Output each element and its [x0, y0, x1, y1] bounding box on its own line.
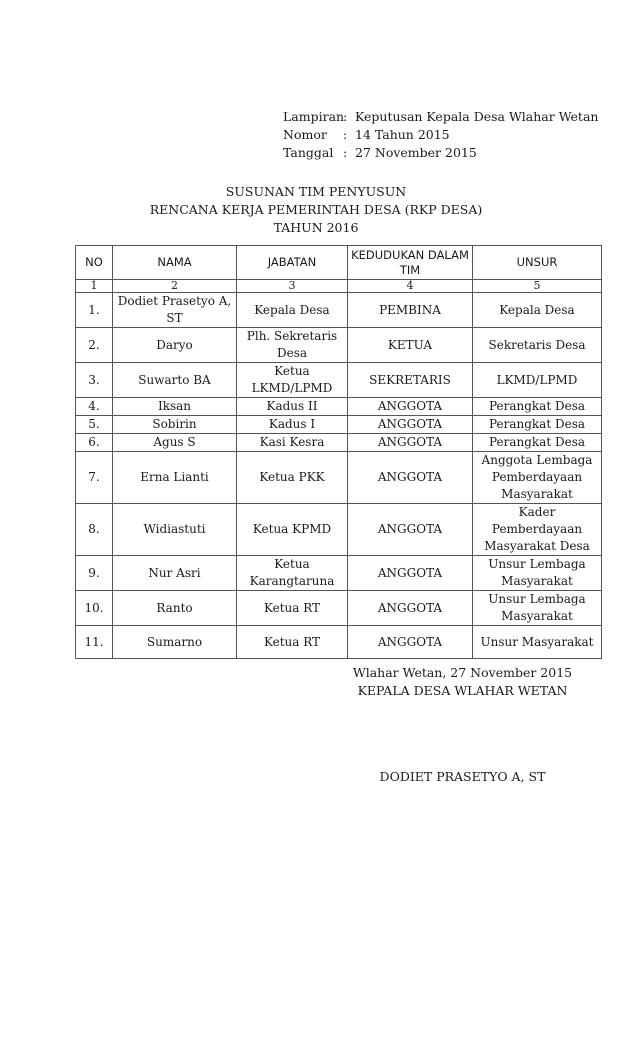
- cell-unsur: Unsur Masyarakat: [473, 626, 602, 659]
- cell-unsur: Sekretaris Desa: [473, 328, 602, 363]
- table-row: [76, 452, 602, 504]
- signature-position: KEPALA DESA WLAHAR WETAN: [357, 683, 568, 698]
- team-table: [75, 245, 602, 659]
- cell-nama: Dodiet Prasetyo A, ST: [113, 293, 237, 328]
- table-header-row: [76, 246, 602, 280]
- lampiran-row: [283, 108, 598, 126]
- cell-jabatan: Kepala Desa: [237, 293, 348, 328]
- table-row: [76, 504, 602, 556]
- tanggal-row: [283, 144, 598, 162]
- cell-no: 10.: [76, 591, 113, 626]
- cell-unsur: LKMD/LPMD: [473, 363, 602, 398]
- lampiran-label: Lampiran: [283, 109, 345, 124]
- tanggal-label: Tanggal: [283, 145, 334, 160]
- colnum-1: 1: [76, 280, 113, 293]
- table-row: [76, 416, 602, 434]
- header-kedudukan: KEDUDUKAN DALAM TIM: [348, 246, 473, 280]
- header-no: NO: [76, 246, 113, 280]
- cell-nama: Erna Lianti: [113, 452, 237, 504]
- cell-jabatan: Ketua PKK: [237, 452, 348, 504]
- cell-jabatan: Kadus II: [237, 398, 348, 416]
- cell-nama: Daryo: [113, 328, 237, 363]
- table-row: [76, 591, 602, 626]
- tanggal-value: 27 November 2015: [355, 145, 477, 160]
- cell-kedudukan: ANGGOTA: [348, 626, 473, 659]
- document-title: [0, 183, 638, 237]
- cell-nama: Sobirin: [113, 416, 237, 434]
- cell-jabatan: Kadus I: [237, 416, 348, 434]
- table-row: [76, 293, 602, 328]
- cell-jabatan: Ketua RT: [237, 591, 348, 626]
- lampiran-separator: :: [343, 109, 348, 124]
- cell-no: 11.: [76, 626, 113, 659]
- colnum-4: 4: [348, 280, 473, 293]
- cell-no: 7.: [76, 452, 113, 504]
- signature-name: DODIET PRASETYO A, ST: [379, 769, 546, 784]
- title-line-2: RENCANA KERJA PEMERINTAH DESA (RKP DESA): [149, 202, 483, 217]
- nomor-label: Nomor: [283, 127, 327, 142]
- cell-no: 8.: [76, 504, 113, 556]
- cell-nama: Suwarto BA: [113, 363, 237, 398]
- cell-no: 6.: [76, 434, 113, 452]
- cell-jabatan: Ketua LKMD/LPMD: [237, 363, 348, 398]
- cell-kedudukan: KETUA: [348, 328, 473, 363]
- header-jabatan: JABATAN: [237, 246, 348, 280]
- cell-kedudukan: ANGGOTA: [348, 416, 473, 434]
- cell-kedudukan: ANGGOTA: [348, 452, 473, 504]
- tanggal-separator: :: [343, 145, 348, 160]
- cell-kedudukan: ANGGOTA: [348, 398, 473, 416]
- nomor-separator: :: [343, 127, 348, 142]
- cell-jabatan: Kasi Kesra: [237, 434, 348, 452]
- cell-unsur: Perangkat Desa: [473, 416, 602, 434]
- column-number-row: [76, 280, 602, 293]
- cell-nama: Agus S: [113, 434, 237, 452]
- cell-kedudukan: ANGGOTA: [348, 434, 473, 452]
- cell-jabatan: Plh. Sekretaris Desa: [237, 328, 348, 363]
- cell-no: 1.: [76, 293, 113, 328]
- cell-kedudukan: SEKRETARIS: [348, 363, 473, 398]
- cell-kedudukan: ANGGOTA: [348, 591, 473, 626]
- title-line-3: TAHUN 2016: [273, 220, 359, 235]
- cell-jabatan: Ketua Karangtaruna: [237, 556, 348, 591]
- cell-kedudukan: ANGGOTA: [348, 504, 473, 556]
- cell-no: 3.: [76, 363, 113, 398]
- cell-jabatan: Ketua KPMD: [237, 504, 348, 556]
- cell-nama: Iksan: [113, 398, 237, 416]
- colnum-5: 5: [473, 280, 602, 293]
- nomor-value: 14 Tahun 2015: [355, 127, 450, 142]
- cell-unsur: Kader Pemberdayaan Masyarakat Desa: [473, 504, 602, 556]
- cell-nama: Nur Asri: [113, 556, 237, 591]
- cell-no: 9.: [76, 556, 113, 591]
- cell-unsur: Unsur Lembaga Masyarakat: [473, 591, 602, 626]
- table-row: [76, 363, 602, 398]
- cell-jabatan: Ketua RT: [237, 626, 348, 659]
- table-row: [76, 434, 602, 452]
- cell-unsur: Perangkat Desa: [473, 398, 602, 416]
- lampiran-value: Keputusan Kepala Desa Wlahar Wetan: [355, 109, 599, 124]
- colnum-3: 3: [237, 280, 348, 293]
- table-row: [76, 398, 602, 416]
- table-row: [76, 328, 602, 363]
- cell-unsur: Anggota Lembaga Pemberdayaan Masyarakat: [473, 452, 602, 504]
- title-line-1: SUSUNAN TIM PENYUSUN: [225, 184, 407, 199]
- cell-kedudukan: ANGGOTA: [348, 556, 473, 591]
- cell-nama: Widiastuti: [113, 504, 237, 556]
- colnum-2: 2: [113, 280, 237, 293]
- cell-unsur: Unsur Lembaga Masyarakat: [473, 556, 602, 591]
- cell-no: 4.: [76, 398, 113, 416]
- cell-kedudukan: PEMBINA: [348, 293, 473, 328]
- header-unsur: UNSUR: [473, 246, 602, 280]
- signature-name-block: [340, 768, 585, 786]
- table-row: [76, 556, 602, 591]
- cell-no: 2.: [76, 328, 113, 363]
- cell-unsur: Kepala Desa: [473, 293, 602, 328]
- cell-unsur: Perangkat Desa: [473, 434, 602, 452]
- cell-nama: Ranto: [113, 591, 237, 626]
- signature-place-date: Wlahar Wetan, 27 November 2015: [352, 665, 573, 680]
- header-nama: NAMA: [113, 246, 237, 280]
- signature-block: [340, 664, 585, 700]
- table-row: [76, 626, 602, 659]
- lampiran-block: [283, 108, 598, 162]
- cell-nama: Sumarno: [113, 626, 237, 659]
- nomor-row: [283, 126, 598, 144]
- cell-no: 5.: [76, 416, 113, 434]
